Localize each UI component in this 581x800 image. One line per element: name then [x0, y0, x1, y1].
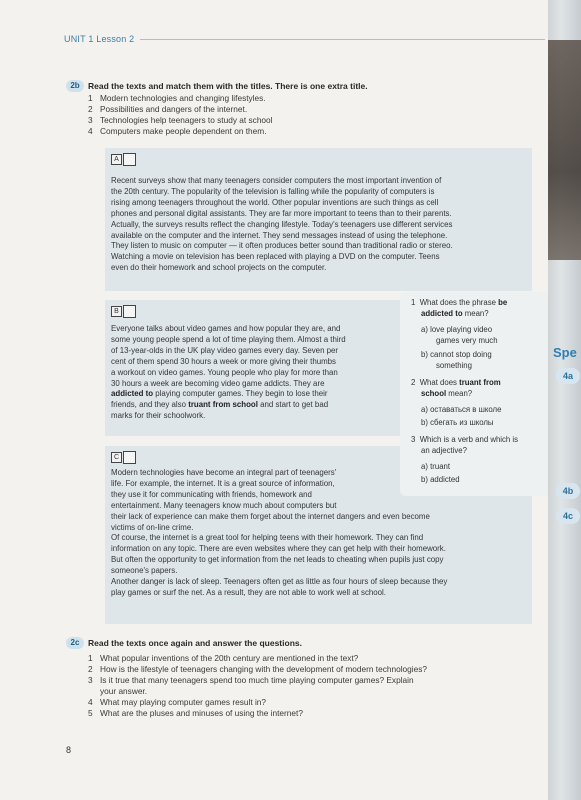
text-b-box: [105, 300, 400, 436]
list-item: 2 How is the lifestyle of teenagers changing with the development of modern technologies?: [88, 664, 428, 674]
side-question-2: 2 What does truant from: [411, 378, 501, 387]
text-c-letter: C: [111, 452, 122, 463]
text-a-letter: A: [111, 154, 122, 165]
page-number: 8: [66, 745, 72, 755]
text-a-box: [105, 148, 532, 291]
side-question-3-cont: an adjective?: [421, 446, 467, 455]
option-b: b) cannot stop doing: [421, 350, 492, 359]
list-item: 4 What may playing computer games result in?: [88, 697, 267, 707]
next-page-heading: Spe: [553, 345, 577, 360]
list-item: 1 What popular inventions of the 20th century are mentioned in the text?: [88, 653, 359, 663]
list-item: 1 Modern technologies and changing lifestyles.: [88, 93, 266, 103]
side-question-3: 3 Which is a verb and which is: [411, 435, 519, 444]
text-b-letter: B: [111, 306, 122, 317]
list-item: 5 What are the pluses and minuses of using the internet?: [88, 708, 303, 718]
next-page-badge: 4c: [556, 508, 580, 524]
side-question-1-cont: addicted to mean?: [421, 309, 489, 318]
option-a: a) truant: [421, 462, 451, 471]
text-a-answer-box[interactable]: [123, 153, 136, 166]
option-a: a) оставаться в школе: [421, 405, 502, 414]
option-a: a) love playing video: [421, 325, 493, 334]
task-2c-badge: 2c: [66, 637, 84, 649]
next-page-photo: [548, 40, 581, 260]
text-a-body: Recent surveys show that many teenagers consider computers the most important invention of the 20th century. The popularity of the television is falling while the popularity of computers is rising among teenagers throughout the world. Other popular inventions are such things as cell phones and personal digital assistants. They are far more important to teens than to their parents. Actually, the surveys results reflect the changing lifestyle. Today's teenagers use different services available on the computer and the internet. They send messages instead of using the telephone. They listen to music on computer — it often produces better sound than traditional radio or stereo. Watching a movie on television has been replaced with playing a DVD on the computer. Teens even do their homework and school projects on the computer.: [111, 176, 453, 273]
task-2c-title: Read the texts once again and answer the questions.: [88, 638, 302, 648]
text-b-answer-box[interactable]: [123, 305, 136, 318]
list-item: 4 Computers make people dependent on them.: [88, 126, 267, 136]
text-c-body: Modern technologies have become an integral part of teenagers' life. For example, the internet. It is a great source of information, they use it for communicating with friends, homework and entertainment. Many teenagers know much about computers but their lack of experience can make them forget about the internet dangers and even become victims of on-line crime. Of course, the internet is a great tool for helping teens with their homework. They can find information on any topic. There are even websites where they can get help with their homework. But often the opportunity to get information from the net leads to cheating when pupils just copy someone's papers. Another danger is lack of sleep. Teenagers often get as little as four hours of sleep because they play games or surf the net. As a result, they are not able to work well at school.: [111, 468, 448, 597]
next-page-badge: 4b: [556, 483, 580, 499]
list-item: 3 Technologies help teenagers to study at school: [88, 115, 273, 125]
side-question-1: 1 What does the phrase be: [411, 298, 508, 307]
task-2b-badge: 2b: [66, 80, 84, 92]
option-a-cont: games very much: [436, 336, 498, 345]
titles-list: [88, 93, 273, 137]
header-divider: [140, 39, 545, 40]
list-item: 2 Possibilities and dangers of the internet.: [88, 104, 248, 114]
side-question-2-cont: school mean?: [421, 389, 473, 398]
option-b: b) сбегать из школы: [421, 418, 494, 427]
text-c-answer-box[interactable]: [123, 451, 136, 464]
list-item: 3 Is it true that many teenagers spend too much time playing computer games? Explain: [88, 675, 414, 685]
option-b-cont: something: [436, 361, 472, 370]
text-b-body: Everyone talks about video games and how popular they are, and some young people spend a lot of time playing them. Almost a third of 13-year-olds in the UK play video games every day. Seven per cent of them spend 30 hours a week or more giving their thumbs a workout on video games. Young people who play for more than 30 hours a week are becoming video game addicts. They are addicted to playing computer games. They begin to lose their friends, and they also truant from school and start to get bad marks for their schoolwork.: [111, 324, 346, 421]
task-2b-title: Read the texts and match them with the titles. There is one extra title.: [88, 81, 368, 91]
option-b: b) addicted: [421, 475, 460, 484]
questions-list: [88, 653, 427, 719]
unit-header: UNIT 1 Lesson 2: [64, 34, 135, 44]
next-page-badge: 4a: [556, 368, 580, 384]
list-item: your answer.: [100, 686, 148, 696]
